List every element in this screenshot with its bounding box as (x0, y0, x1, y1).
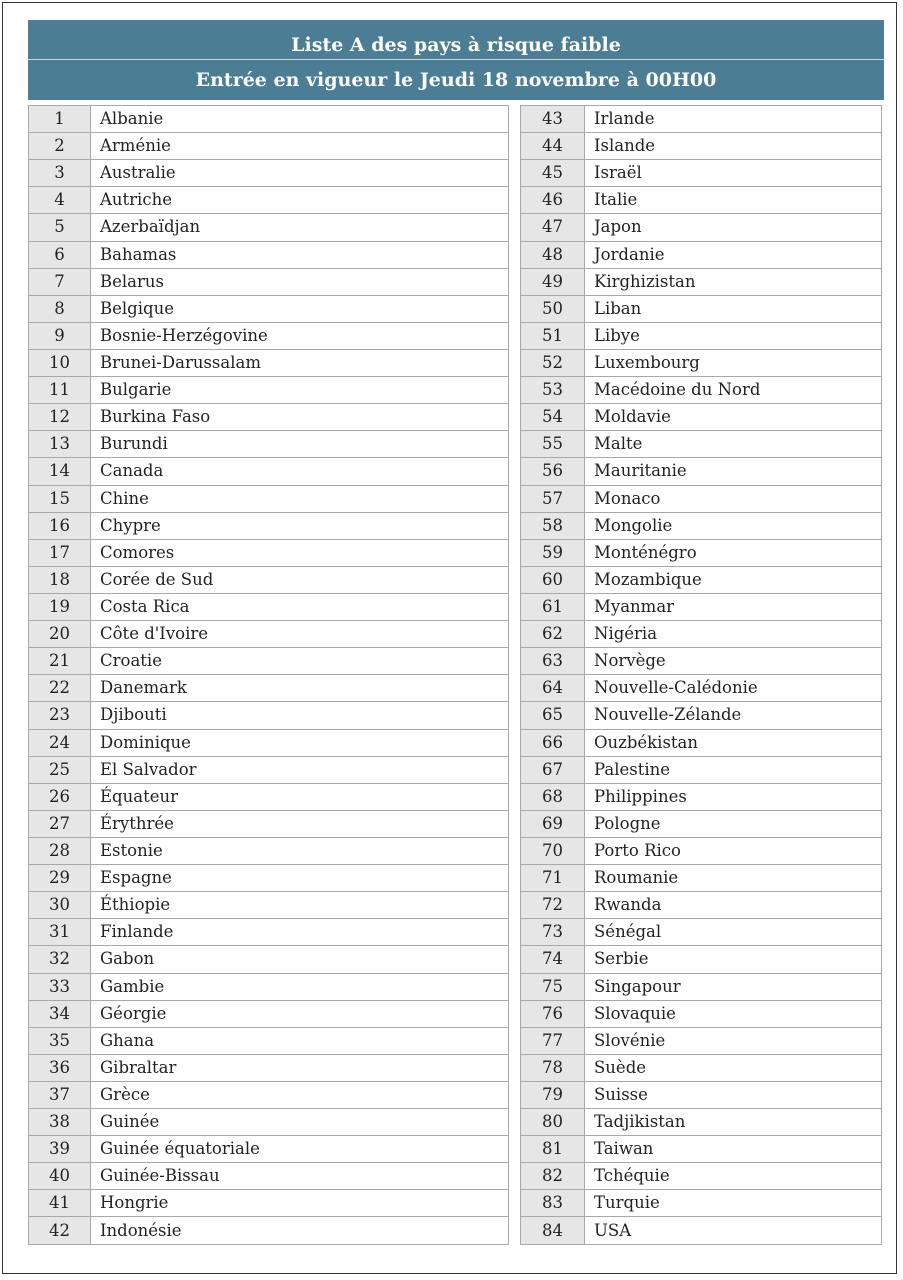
table-row (29, 133, 509, 160)
table-row (29, 241, 509, 268)
country-name: Philippines (585, 783, 882, 810)
country-name: Japon (585, 214, 882, 241)
table-row (521, 349, 882, 376)
row-number: 16 (29, 512, 91, 539)
row-number: 18 (29, 566, 91, 593)
row-number: 40 (29, 1163, 91, 1190)
row-number: 52 (521, 349, 585, 376)
table-row (29, 539, 509, 566)
country-name: Costa Rica (91, 593, 509, 620)
row-number: 32 (29, 946, 91, 973)
row-number: 30 (29, 892, 91, 919)
country-name: Gambie (91, 973, 509, 1000)
country-name: Nouvelle-Zélande (585, 702, 882, 729)
table-row (29, 1081, 509, 1108)
row-number: 59 (521, 539, 585, 566)
row-number: 49 (521, 268, 585, 295)
table-row (521, 160, 882, 187)
country-name: Géorgie (91, 1000, 509, 1027)
table-row (29, 214, 509, 241)
country-name: Ghana (91, 1027, 509, 1054)
table-row (29, 810, 509, 837)
country-name: Burkina Faso (91, 404, 509, 431)
country-name: Porto Rico (585, 837, 882, 864)
header-divider (28, 59, 884, 60)
country-table-right (520, 105, 882, 1245)
row-number: 47 (521, 214, 585, 241)
table-row (29, 431, 509, 458)
row-number: 33 (29, 973, 91, 1000)
row-number: 68 (521, 783, 585, 810)
table-row (521, 485, 882, 512)
country-name: Hongrie (91, 1190, 509, 1217)
row-number: 70 (521, 837, 585, 864)
row-number: 82 (521, 1163, 585, 1190)
row-number: 78 (521, 1054, 585, 1081)
row-number: 84 (521, 1217, 585, 1244)
row-number: 56 (521, 458, 585, 485)
table-row (29, 404, 509, 431)
row-number: 22 (29, 675, 91, 702)
table-row (521, 783, 882, 810)
table-row (521, 539, 882, 566)
row-number: 20 (29, 621, 91, 648)
row-number: 27 (29, 810, 91, 837)
table-row (29, 702, 509, 729)
table-row (521, 973, 882, 1000)
table-row (29, 1136, 509, 1163)
table-row (521, 106, 882, 133)
table-row (521, 133, 882, 160)
row-number: 76 (521, 1000, 585, 1027)
table-row (521, 892, 882, 919)
table-row (29, 837, 509, 864)
table-row (29, 295, 509, 322)
country-name: USA (585, 1217, 882, 1244)
country-name: Palestine (585, 756, 882, 783)
country-name: Ouzbékistan (585, 729, 882, 756)
country-name: Italie (585, 187, 882, 214)
row-number: 43 (521, 106, 585, 133)
country-name: Luxembourg (585, 349, 882, 376)
country-name: Bahamas (91, 241, 509, 268)
row-number: 62 (521, 621, 585, 648)
row-number: 65 (521, 702, 585, 729)
table-row (521, 404, 882, 431)
row-number: 64 (521, 675, 585, 702)
table-row (521, 512, 882, 539)
country-name: Suisse (585, 1081, 882, 1108)
row-number: 17 (29, 539, 91, 566)
country-name: Monaco (585, 485, 882, 512)
country-name: Myanmar (585, 593, 882, 620)
table-row (521, 675, 882, 702)
country-name: Danemark (91, 675, 509, 702)
row-number: 35 (29, 1027, 91, 1054)
country-name: Djibouti (91, 702, 509, 729)
table-row (521, 702, 882, 729)
row-number: 11 (29, 377, 91, 404)
table-row (29, 160, 509, 187)
row-number: 71 (521, 865, 585, 892)
table-row (521, 810, 882, 837)
row-number: 60 (521, 566, 585, 593)
country-name: Islande (585, 133, 882, 160)
table-row (29, 621, 509, 648)
country-name: Sénégal (585, 919, 882, 946)
country-name: Grèce (91, 1081, 509, 1108)
table-row (521, 241, 882, 268)
country-name: Norvège (585, 648, 882, 675)
table-row (521, 214, 882, 241)
country-name: Estonie (91, 837, 509, 864)
table-row (29, 593, 509, 620)
country-name: Belarus (91, 268, 509, 295)
row-number: 57 (521, 485, 585, 512)
row-number: 7 (29, 268, 91, 295)
table-row (29, 648, 509, 675)
table-row (29, 675, 509, 702)
table-row (521, 187, 882, 214)
table-row (29, 892, 509, 919)
row-number: 44 (521, 133, 585, 160)
country-table-left (28, 105, 509, 1245)
country-name: Brunei-Darussalam (91, 349, 509, 376)
country-name: Arménie (91, 133, 509, 160)
row-number: 24 (29, 729, 91, 756)
table-row (521, 865, 882, 892)
country-name: Libye (585, 322, 882, 349)
country-name: Guinée (91, 1109, 509, 1136)
list-subtitle: Entrée en vigueur le Jeudi 18 novembre à 00H00 (195, 69, 717, 91)
row-number: 41 (29, 1190, 91, 1217)
table-row (521, 295, 882, 322)
row-number: 31 (29, 919, 91, 946)
row-number: 39 (29, 1136, 91, 1163)
country-name: Mozambique (585, 566, 882, 593)
table-row (29, 106, 509, 133)
country-name: Azerbaïdjan (91, 214, 509, 241)
table-row (521, 756, 882, 783)
table-row (29, 1190, 509, 1217)
row-number: 50 (521, 295, 585, 322)
table-row (521, 1217, 882, 1244)
country-name: Croatie (91, 648, 509, 675)
country-name: Irlande (585, 106, 882, 133)
table-row (29, 973, 509, 1000)
country-name: Chypre (91, 512, 509, 539)
table-row (29, 1027, 509, 1054)
row-number: 75 (521, 973, 585, 1000)
row-number: 26 (29, 783, 91, 810)
table-row (521, 377, 882, 404)
country-name: Gabon (91, 946, 509, 973)
country-name: Taiwan (585, 1136, 882, 1163)
row-number: 53 (521, 377, 585, 404)
row-number: 45 (521, 160, 585, 187)
row-number: 83 (521, 1190, 585, 1217)
country-name: Dominique (91, 729, 509, 756)
country-name: Slovaquie (585, 1000, 882, 1027)
row-number: 61 (521, 593, 585, 620)
row-number: 72 (521, 892, 585, 919)
country-name: Nigéria (585, 621, 882, 648)
row-number: 25 (29, 756, 91, 783)
country-name: Kirghizistan (585, 268, 882, 295)
country-name: Nouvelle-Calédonie (585, 675, 882, 702)
country-name: Monténégro (585, 539, 882, 566)
table-row (29, 377, 509, 404)
table-row (29, 1109, 509, 1136)
row-number: 67 (521, 756, 585, 783)
country-name: Jordanie (585, 241, 882, 268)
table-row (521, 1109, 882, 1136)
row-number: 34 (29, 1000, 91, 1027)
row-number: 55 (521, 431, 585, 458)
country-name: Australie (91, 160, 509, 187)
row-number: 58 (521, 512, 585, 539)
table-row (29, 268, 509, 295)
table-row (29, 349, 509, 376)
country-name: Côte d'Ivoire (91, 621, 509, 648)
country-name: Burundi (91, 431, 509, 458)
table-row (521, 1081, 882, 1108)
country-name: Singapour (585, 973, 882, 1000)
country-name: Corée de Sud (91, 566, 509, 593)
table-row (29, 756, 509, 783)
row-number: 74 (521, 946, 585, 973)
country-name: Équateur (91, 783, 509, 810)
row-number: 63 (521, 648, 585, 675)
row-number: 36 (29, 1054, 91, 1081)
row-number: 77 (521, 1027, 585, 1054)
country-name: Liban (585, 295, 882, 322)
table-row (521, 1000, 882, 1027)
table-row (29, 919, 509, 946)
table-row (521, 1027, 882, 1054)
country-name: Érythrée (91, 810, 509, 837)
row-number: 8 (29, 295, 91, 322)
row-number: 4 (29, 187, 91, 214)
country-name: Mauritanie (585, 458, 882, 485)
country-name: Tadjikistan (585, 1109, 882, 1136)
row-number: 48 (521, 241, 585, 268)
row-number: 54 (521, 404, 585, 431)
table-row (521, 566, 882, 593)
country-name: Serbie (585, 946, 882, 973)
row-number: 21 (29, 648, 91, 675)
row-number: 80 (521, 1109, 585, 1136)
row-number: 12 (29, 404, 91, 431)
country-name: El Salvador (91, 756, 509, 783)
row-number: 19 (29, 593, 91, 620)
country-name: Espagne (91, 865, 509, 892)
country-name: Guinée-Bissau (91, 1163, 509, 1190)
table-row (521, 729, 882, 756)
row-number: 46 (521, 187, 585, 214)
country-name: Macédoine du Nord (585, 377, 882, 404)
table-row (521, 458, 882, 485)
country-name: Indonésie (91, 1217, 509, 1244)
row-number: 81 (521, 1136, 585, 1163)
row-number: 79 (521, 1081, 585, 1108)
table-row (521, 431, 882, 458)
table-row (521, 648, 882, 675)
row-number: 73 (521, 919, 585, 946)
table-row (521, 1054, 882, 1081)
country-name: Malte (585, 431, 882, 458)
row-number: 9 (29, 322, 91, 349)
country-name: Albanie (91, 106, 509, 133)
country-name: Finlande (91, 919, 509, 946)
country-name: Slovénie (585, 1027, 882, 1054)
row-number: 13 (29, 431, 91, 458)
table-row (29, 1217, 509, 1244)
row-number: 1 (29, 106, 91, 133)
table-row (29, 946, 509, 973)
country-name: Comores (91, 539, 509, 566)
row-number: 14 (29, 458, 91, 485)
row-number: 29 (29, 865, 91, 892)
table-row (29, 1163, 509, 1190)
country-name: Roumanie (585, 865, 882, 892)
country-name: Moldavie (585, 404, 882, 431)
country-name: Autriche (91, 187, 509, 214)
row-number: 38 (29, 1109, 91, 1136)
table-row (29, 512, 509, 539)
country-name: Pologne (585, 810, 882, 837)
row-number: 2 (29, 133, 91, 160)
table-row (521, 593, 882, 620)
row-number: 10 (29, 349, 91, 376)
table-row (29, 458, 509, 485)
table-row (29, 187, 509, 214)
country-name: Guinée équatoriale (91, 1136, 509, 1163)
country-name: Bosnie-Herzégovine (91, 322, 509, 349)
table-row (29, 783, 509, 810)
row-number: 69 (521, 810, 585, 837)
country-name: Belgique (91, 295, 509, 322)
table-row (521, 322, 882, 349)
table-row (521, 621, 882, 648)
table-row (521, 1136, 882, 1163)
table-row (29, 865, 509, 892)
table-row (521, 268, 882, 295)
country-name: Turquie (585, 1190, 882, 1217)
row-number: 42 (29, 1217, 91, 1244)
table-row (29, 566, 509, 593)
table-row (29, 485, 509, 512)
list-header (28, 20, 884, 100)
table-row (29, 322, 509, 349)
country-name: Éthiopie (91, 892, 509, 919)
country-name: Bulgarie (91, 377, 509, 404)
table-row (521, 837, 882, 864)
table-row (521, 919, 882, 946)
row-number: 28 (29, 837, 91, 864)
country-name: Canada (91, 458, 509, 485)
row-number: 23 (29, 702, 91, 729)
row-number: 51 (521, 322, 585, 349)
table-row (521, 1163, 882, 1190)
row-number: 3 (29, 160, 91, 187)
country-name: Tchéquie (585, 1163, 882, 1190)
country-name: Suède (585, 1054, 882, 1081)
table-row (29, 1054, 509, 1081)
list-title: Liste A des pays à risque faible (291, 34, 621, 56)
row-number: 6 (29, 241, 91, 268)
row-number: 37 (29, 1081, 91, 1108)
table-row (29, 1000, 509, 1027)
country-name: Gibraltar (91, 1054, 509, 1081)
table-row (521, 946, 882, 973)
country-name: Chine (91, 485, 509, 512)
row-number: 15 (29, 485, 91, 512)
table-row (29, 729, 509, 756)
row-number: 66 (521, 729, 585, 756)
country-name: Mongolie (585, 512, 882, 539)
country-name: Rwanda (585, 892, 882, 919)
country-name: Israël (585, 160, 882, 187)
row-number: 5 (29, 214, 91, 241)
table-row (521, 1190, 882, 1217)
